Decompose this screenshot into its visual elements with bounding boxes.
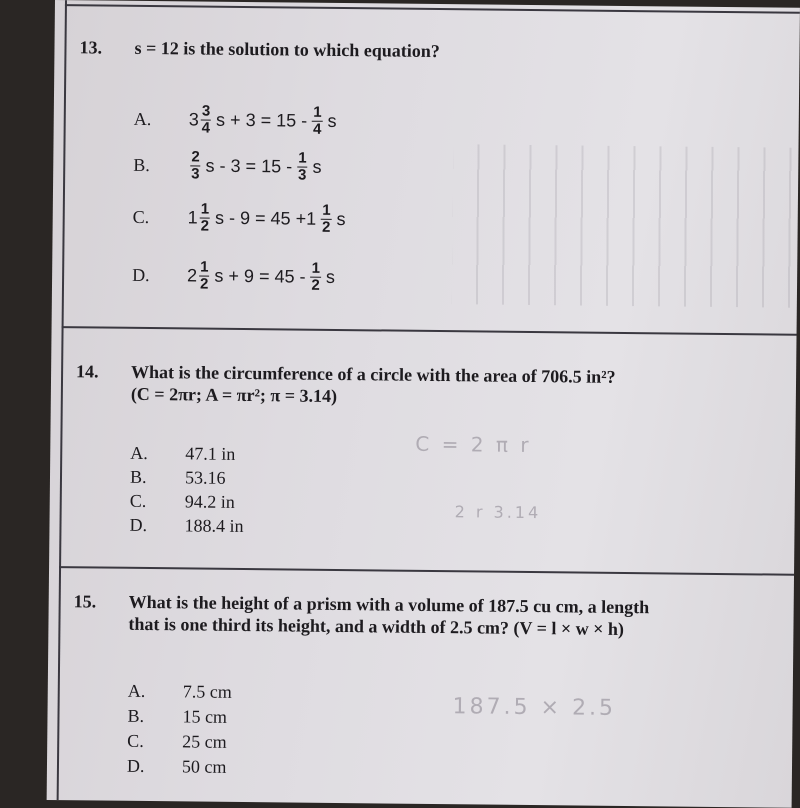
- fraction: $\frac{3}{4}$: [201, 102, 211, 137]
- question-13: [79, 36, 790, 294]
- question-text: [131, 361, 786, 412]
- fraction: $\frac{1}{2}$: [200, 200, 210, 235]
- option-letter: C.: [129, 490, 147, 511]
- option-value: 53.16: [184, 467, 226, 488]
- option-value: 188.4 in: [184, 515, 244, 537]
- worksheet-page: [47, 0, 800, 808]
- equation-middle: s + 9 = 45 -: [214, 265, 306, 287]
- option-letter: C.: [132, 206, 150, 227]
- option-letter: A.: [127, 680, 146, 701]
- mixed-whole: 1: [187, 207, 198, 228]
- option-letter: B.: [127, 705, 145, 726]
- question-text-line-1: What is the circumference of a circle with the area of 706.5 in²?: [131, 361, 616, 387]
- option-letter: B.: [129, 466, 147, 487]
- option-letter: D.: [126, 755, 145, 776]
- question-text: [128, 591, 783, 642]
- question-15: [73, 590, 784, 777]
- left-border: [57, 0, 67, 800]
- option-letter: A.: [130, 442, 148, 463]
- fraction: $\frac{1}{3}$: [297, 149, 307, 184]
- pencil-note: 2 r 3.14: [454, 502, 542, 523]
- option-c[interactable]: [127, 729, 227, 754]
- question-text-line-1: What is the height of a prism with a volume of 187.5 cu cm, a length: [128, 591, 650, 618]
- option-a[interactable]: [130, 441, 235, 466]
- option-value: 50 cm: [181, 756, 227, 777]
- formula-line: (C = 2πr; A = πr²; π = 3.14): [130, 383, 338, 406]
- option-d[interactable]: [132, 259, 338, 294]
- divider-q13-q14: [62, 326, 797, 336]
- option-letter: B.: [133, 154, 150, 176]
- option-c[interactable]: [133, 201, 349, 236]
- option-letter: D.: [132, 264, 150, 286]
- pencil-note: 187.5 × 2.5: [452, 694, 617, 721]
- option-c[interactable]: [130, 489, 235, 514]
- option-d[interactable]: [127, 754, 227, 779]
- option-letter: A.: [133, 108, 152, 130]
- equation-tail: s: [325, 266, 335, 287]
- option-b[interactable]: [133, 149, 325, 184]
- question-number: 15.: [73, 591, 97, 612]
- fraction: $\frac{1}{2}$: [199, 258, 209, 293]
- option-b[interactable]: [130, 465, 226, 490]
- option-b[interactable]: [127, 704, 227, 729]
- fraction: $\frac{1}{2}$: [321, 201, 331, 236]
- option-letter: C.: [127, 730, 144, 751]
- option-a[interactable]: [134, 103, 340, 138]
- option-value: 94.2 in: [184, 491, 235, 512]
- option-letter: D.: [129, 514, 148, 535]
- question-text-line-2: that is one third its height, and a width of 2.5 cm? (V = l × w × h): [128, 613, 625, 639]
- fraction: $\frac{1}{4}$: [312, 103, 322, 138]
- equation-tail: s: [312, 156, 322, 177]
- option-value: 7.5 cm: [182, 681, 232, 702]
- fraction: $\frac{1}{2}$: [311, 259, 321, 294]
- question-14: [76, 360, 786, 537]
- equation-middle: s - 9 = 45 +1: [214, 207, 317, 229]
- question-text: s = 12 is the solution to which equation?: [134, 37, 440, 62]
- equation-tail: s: [336, 208, 346, 230]
- pencil-note: C = 2 π r: [415, 431, 532, 458]
- fraction: $\frac{2}{3}$: [191, 148, 200, 183]
- equation-tail: s: [327, 110, 337, 131]
- mixed-whole: 3: [188, 109, 199, 130]
- divider-q14-q15: [59, 566, 794, 576]
- top-border: [65, 4, 800, 14]
- option-value: 47.1 in: [185, 443, 236, 464]
- mixed-whole: 2: [187, 265, 198, 286]
- equation-middle: s + 3 = 15 -: [216, 109, 308, 131]
- question-number: 14.: [76, 361, 99, 382]
- option-a[interactable]: [128, 679, 232, 704]
- option-d[interactable]: [129, 513, 243, 538]
- option-value: 25 cm: [182, 731, 227, 752]
- bleed-through-grid: [452, 144, 794, 308]
- question-number: 13.: [79, 37, 103, 58]
- option-value: 15 cm: [182, 706, 228, 727]
- equation-middle: s - 3 = 15 -: [205, 155, 293, 177]
